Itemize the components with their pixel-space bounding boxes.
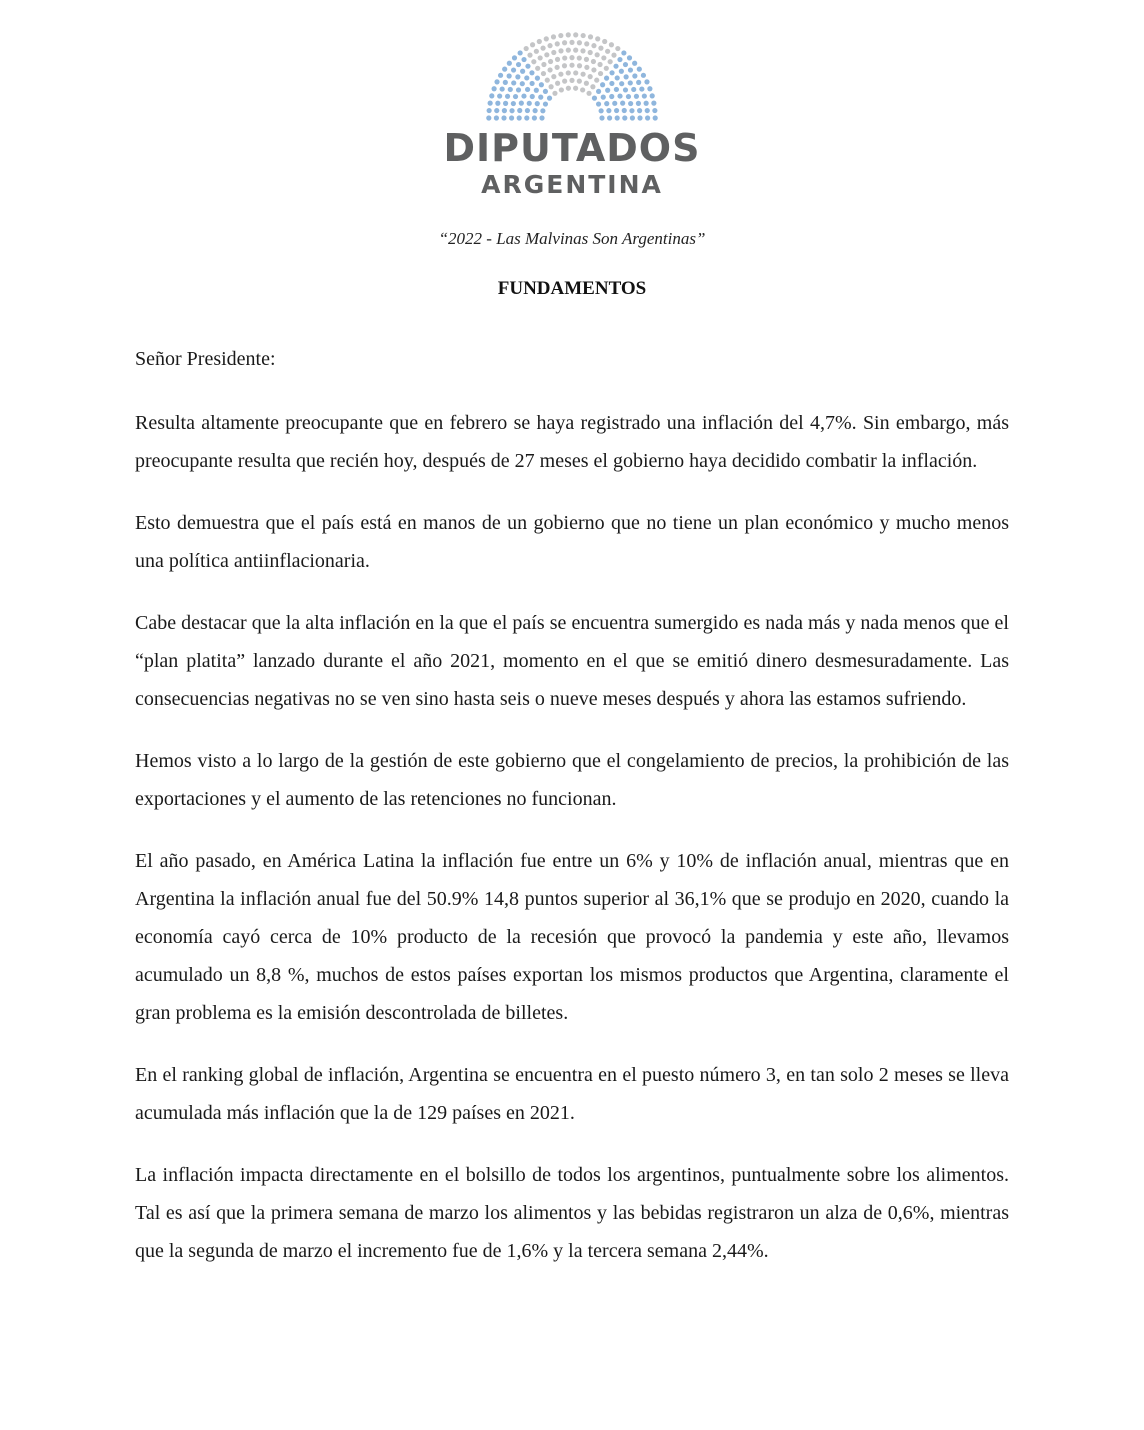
hemicycle-seat-dot — [507, 61, 512, 66]
hemicycle-seat-dot — [569, 55, 574, 60]
hemicycle-seat-dot — [520, 69, 525, 74]
hemicycle-seat-dot — [486, 115, 491, 120]
hemicycle-seat-dot — [596, 101, 601, 106]
hemicycle-seat-dot — [503, 101, 508, 106]
brand-country: ARGENTINA — [481, 170, 663, 199]
hemicycle-seat-dot — [591, 59, 596, 64]
hemicycle-seat-dot — [591, 43, 596, 48]
hemicycle-seat-dot — [540, 108, 545, 113]
hemicycle-seat-dot — [600, 82, 605, 87]
hemicycle-seat-dot — [511, 101, 516, 106]
hemicycle-seat-dot — [577, 63, 582, 68]
hemicycle-seat-dot — [492, 86, 497, 91]
hemicycle-seat-dot — [558, 48, 563, 53]
hemicycle-seat-dot — [608, 59, 613, 64]
hemicycle-seat-dot — [541, 62, 546, 67]
hemicycle-seat-dot — [494, 79, 499, 84]
hemicycle-seat-dot — [530, 81, 535, 86]
hemicycle-seat-dot — [628, 67, 633, 72]
hemicycle-seat-dot — [609, 42, 614, 47]
hemicycle-seat-dot — [609, 81, 614, 86]
hemicycle-seat-dot — [525, 108, 530, 113]
hemicycle-seat-dot — [539, 115, 544, 120]
hemicycle-seat-dot — [592, 96, 597, 101]
hemicycle-seat-dot — [652, 108, 657, 113]
hemicycle-seat-dot — [599, 115, 604, 120]
hemicycle-seat-dot — [584, 57, 589, 62]
document-title: FUNDAMENTOS — [497, 278, 647, 299]
hemicycle-seat-dot — [551, 50, 556, 55]
hemicycle-seat-dot — [555, 65, 560, 70]
hemicycle-seat-dot — [597, 62, 602, 67]
hemicycle-seat-dot — [613, 64, 618, 69]
hemicycle-seat-dot — [538, 55, 543, 60]
hemicycle-seat-dot — [524, 115, 529, 120]
hemicycle-seat-dot — [566, 86, 571, 91]
hemicycle-seat-dot — [501, 115, 506, 120]
hemicycle-seat-dot — [650, 93, 655, 98]
hemicycle-seat-dot — [601, 95, 606, 100]
hemicycle-seat-dot — [562, 40, 567, 45]
hemicycle-seat-dot — [624, 74, 629, 79]
hemicycle-seat-dot — [623, 62, 628, 67]
hemicycle-seat-dot — [590, 84, 595, 89]
hemicycle-seat-dot — [639, 86, 644, 91]
hemicycle-seat-dot — [627, 55, 632, 60]
hemicycle-seat-dot — [535, 76, 540, 81]
hemicycle-seat-dot — [634, 94, 639, 99]
hemicycle-seat-dot — [562, 55, 567, 60]
hemicycle-seat-dot — [584, 65, 589, 70]
hemicycle-seat-dot — [541, 71, 546, 76]
hemicycle-seat-dot — [606, 108, 611, 113]
hemicycle-seat-dot — [588, 34, 593, 39]
hemicycle-seat-dot — [562, 63, 567, 68]
year-motto: “2022 - Las Malvinas Son Argentinas” — [438, 229, 706, 248]
salutation: Señor Presidente: — [135, 348, 276, 370]
hemicycle-seat-dot — [517, 108, 522, 113]
hemicycle-seat-dot — [566, 48, 571, 53]
hemicycle-seat-dot — [631, 87, 636, 92]
hemicycle-seat-dot — [615, 75, 620, 80]
hemicycle-seat-dot — [524, 46, 529, 51]
hemicycle-seat-dot — [630, 115, 635, 120]
hemicycle-seat-dot — [591, 67, 596, 72]
hemicycle-seat-dot — [605, 49, 610, 54]
hemicycle-seat-dot — [596, 89, 601, 94]
hemicycle-seat-dot — [584, 41, 589, 46]
hemicycle-seat-dot — [577, 40, 582, 45]
hemicycle-seat-dot — [581, 33, 586, 38]
hemicycle-seat-dot — [517, 115, 522, 120]
hemicycle-seat-dot — [495, 101, 500, 106]
hemicycle-seat-dot — [644, 101, 649, 106]
hemicycle-seat-dot — [520, 81, 525, 86]
hemicycle-seat-dot — [615, 46, 620, 51]
hemicycle-seat-dot — [487, 108, 492, 113]
hemicycle-seat-dot — [637, 115, 642, 120]
hemicycle-seat-dot — [552, 91, 557, 96]
hemicycle-seat-dot — [653, 115, 658, 120]
paragraph-5: El año pasado, en América Latina la inflación fue entre un 6% y 10% de inflación anual, mientras que en Argentina la inflación anual fue del 50.9% 14,8 puntos superior al 36,1% que se produjo en 2020, cuando la economía cayó cerca de 10% producto de la recesión que provocó la pandemia y este año, llevamos acumulado un 8,8 %, muchos de estos países exportan los mismos productos que Argentina, claramente el gran problema es la emisión descontrolada de billetes. — [135, 850, 1009, 1024]
hemicycle-seat-dot — [530, 42, 535, 47]
hemicycle-seat-dot — [558, 33, 563, 38]
hemicycle-seat-dot — [612, 101, 617, 106]
hemicycle-seat-dot — [543, 89, 548, 94]
hemicycle-seat-dot — [573, 48, 578, 53]
hemicycle-seat-dot — [577, 79, 582, 84]
hemicycle-seat-dot — [525, 87, 530, 92]
hemicycle-seat-dot — [502, 67, 507, 72]
hemicycle-seat-dot — [623, 87, 628, 92]
hemicycle-seat-dot — [562, 79, 567, 84]
hemicycle-seat-dot — [609, 70, 614, 75]
hemicycle-seat-dot — [509, 108, 514, 113]
paragraph-3: Cabe destacar que la alta inflación en la que el país se encuentra sumergido es nada más y nada menos que el “plan platita” lanzado durante el año 2021, momento en el que se emitió dinero desmesuradamente. Las consecuencias negativas no se ven sino hasta seis o nueve meses después y ahora las estamos sufriendo. — [135, 612, 1009, 710]
hemicycle-seat-dot — [547, 43, 552, 48]
hemicycle-seat-dot — [595, 52, 600, 57]
hemicycle-seat-dot — [527, 101, 532, 106]
paragraph-1: Resulta altamente preocupante que en febrero se haya registrado una inflación del 4,7%. Sin embargo, más preocupante resulta que recién hoy, después de 27 meses el gobierno haya decidido combatir la inflación. — [135, 412, 1009, 472]
hemicycle-seat-dot — [534, 88, 539, 93]
hemicycle-seat-dot — [614, 108, 619, 113]
hemicycle-seat-dot — [580, 87, 585, 92]
hemicycle-seat-dot — [525, 64, 530, 69]
hemicycle-seat-dot — [545, 78, 550, 83]
hemicycle-seat-dot — [651, 101, 656, 106]
hemicycle-seat-dot — [516, 87, 521, 92]
letterhead — [0, 30, 1144, 200]
hemicycle-seat-dot — [645, 108, 650, 113]
hemicycle-seat-dot — [611, 53, 616, 58]
hemicycle-seat-dot — [642, 93, 647, 98]
hemicycle-seat-dot — [530, 94, 535, 99]
hemicycle-seat-dot — [605, 88, 610, 93]
hemicycle-seat-dot — [619, 69, 624, 74]
hemicycle-seat-dot — [637, 67, 642, 72]
hemicycle-seat-dot — [521, 57, 526, 62]
paragraph-7: La inflación impacta directamente en el bolsillo de todos los argentinos, puntualmente sobre los alimentos. Tal es así que la primera semana de marzo los alimentos y las bebidas registraron un alza de 0,6%, mientras que la segunda de marzo el incremento fue de 1,6% y la tercera semana 2,44%. — [135, 1164, 1009, 1262]
hemicycle-seat-dot — [614, 87, 619, 92]
paragraph-6: En el ranking global de inflación, Argentina se encuentra en el puesto número 3, en tan solo 2 meses se lleva acumulada más inflación que la de 129 países en 2021. — [135, 1064, 1009, 1124]
hemicycle-seat-dot — [540, 46, 545, 51]
hemicycle-seat-dot — [647, 86, 652, 91]
hemicycle-seat-dot — [632, 73, 637, 78]
hemicycle-seat-dot — [544, 36, 549, 41]
hemicycle-seat-dot — [566, 32, 571, 37]
hemicycle-seat-dot — [531, 59, 536, 64]
hemicycle-seat-dot — [508, 87, 513, 92]
hemicycle-seat-dot — [622, 108, 627, 113]
hemicycle-seat-dot — [518, 50, 523, 55]
parliament-hemicycle-icon — [482, 30, 662, 122]
hemicycle-seat-dot — [547, 96, 552, 101]
hemicycle-seat-dot — [555, 81, 560, 86]
hemicycle-seat-dot — [543, 101, 548, 106]
hemicycle-seat-dot — [573, 32, 578, 37]
hemicycle-seat-dot — [502, 108, 507, 113]
hemicycle-seat-dot — [626, 94, 631, 99]
hemicycle-seat-dot — [527, 53, 532, 58]
hemicycle-seat-dot — [555, 41, 560, 46]
hemicycle-seat-dot — [645, 115, 650, 120]
hemicycle-seat-dot — [494, 115, 499, 120]
hemicycle-seat-dot — [569, 40, 574, 45]
hemicycle-seat-dot — [511, 67, 516, 72]
hemicycle-seat-dot — [566, 70, 571, 75]
hemicycle-seat-dot — [617, 93, 622, 98]
hemicycle-seat-dot — [512, 55, 517, 60]
hemicycle-seat-dot — [641, 73, 646, 78]
hemicycle-seat-dot — [537, 39, 542, 44]
hemicycle-seat-dot — [548, 59, 553, 64]
hemicycle-seat-dot — [534, 49, 539, 54]
hemicycle-seat-dot — [628, 80, 633, 85]
hemicycle-seat-dot — [644, 79, 649, 84]
hemicycle-seat-dot — [535, 101, 540, 106]
document-body — [135, 340, 1009, 1294]
hemicycle-seat-dot — [511, 80, 516, 85]
hemicycle-seat-dot — [498, 73, 503, 78]
hemicycle-seat-dot — [609, 94, 614, 99]
hemicycle-seat-dot — [516, 62, 521, 67]
hemicycle-seat-dot — [637, 108, 642, 113]
hemicycle-seat-dot — [489, 93, 494, 98]
paragraph-2: Esto demuestra que el país está en manos de un gobierno que no tiene un plan económico y mucho menos una política antiinflacionaria. — [135, 512, 1009, 572]
hemicycle-seat-dot — [551, 74, 556, 79]
hemicycle-seat-dot — [535, 66, 540, 71]
hemicycle-seat-dot — [547, 67, 552, 72]
hemicycle-seat-dot — [621, 50, 626, 55]
hemicycle-seat-dot — [558, 72, 563, 77]
hemicycle-seat-dot — [619, 81, 624, 86]
hemicycle-seat-dot — [599, 108, 604, 113]
hemicycle-seat-dot — [573, 86, 578, 91]
hemicycle-seat-dot — [588, 50, 593, 55]
hemicycle-seat-dot — [620, 101, 625, 106]
hemicycle-seat-dot — [632, 61, 637, 66]
hemicycle-seat-dot — [577, 55, 582, 60]
hemicycle-seat-dot — [521, 93, 526, 98]
paragraph-4: Hemos visto a lo largo de la gestión de este gobierno que el congelamiento de precios, la prohibición de las exportaciones y el aumento de las retenciones no funcionan. — [135, 750, 1009, 810]
brand-name: DIPUTADOS — [443, 126, 701, 170]
hemicycle-seat-dot — [580, 48, 585, 53]
hemicycle-seat-dot — [601, 55, 606, 60]
hemicycle-seat-dot — [551, 34, 556, 39]
hemicycle-seat-dot — [513, 94, 518, 99]
hemicycle-seat-dot — [629, 108, 634, 113]
hemicycle-seat-dot — [555, 57, 560, 62]
hemicycle-seat-dot — [538, 95, 543, 100]
hemicycle-seat-dot — [594, 78, 599, 83]
hemicycle-seat-dot — [584, 81, 589, 86]
hemicycle-seat-dot — [505, 94, 510, 99]
hemicycle-seat-dot — [494, 108, 499, 113]
hemicycle-seat-dot — [586, 91, 591, 96]
hemicycle-seat-dot — [488, 101, 493, 106]
hemicycle-seat-dot — [607, 115, 612, 120]
hemicycle-seat-dot — [636, 101, 641, 106]
hemicycle-seat-dot — [595, 36, 600, 41]
hemicycle-seat-dot — [604, 76, 609, 81]
hemicycle-seat-dot — [581, 72, 586, 77]
hemicycle-seat-dot — [503, 80, 508, 85]
hemicycle-seat-dot — [519, 101, 524, 106]
hemicycle-seat-dot — [497, 93, 502, 98]
hemicycle-seat-dot — [533, 108, 538, 113]
hemicycle-seat-dot — [532, 115, 537, 120]
hemicycle-seat-dot — [604, 66, 609, 71]
hemicycle-seat-dot — [598, 71, 603, 76]
hemicycle-seat-dot — [524, 75, 529, 80]
hemicycle-seat-dot — [604, 101, 609, 106]
hemicycle-seat-dot — [617, 57, 622, 62]
hemicycle-seat-dot — [515, 74, 520, 79]
hemicycle-seat-dot — [628, 101, 633, 106]
hemicycle-seat-dot — [539, 82, 544, 87]
hemicycle-seat-dot — [549, 84, 554, 89]
hemicycle-seat-dot — [544, 52, 549, 57]
hemicycle-seat-dot — [622, 115, 627, 120]
hemicycle-seat-dot — [500, 86, 505, 91]
hemicycle-seat-dot — [636, 80, 641, 85]
hemicycle-seat-dot — [615, 115, 620, 120]
hemicycle-seat-dot — [598, 46, 603, 51]
hemicycle-seat-dot — [573, 70, 578, 75]
hemicycle-seat-dot — [588, 74, 593, 79]
hemicycle-seat-dot — [507, 73, 512, 78]
hemicycle-seat-dot — [569, 78, 574, 83]
hemicycle-seat-dot — [529, 70, 534, 75]
hemicycle-seat-dot — [559, 87, 564, 92]
hemicycle-seat-dot — [602, 39, 607, 44]
hemicycle-seat-dot — [569, 63, 574, 68]
hemicycle-seat-dot — [509, 115, 514, 120]
